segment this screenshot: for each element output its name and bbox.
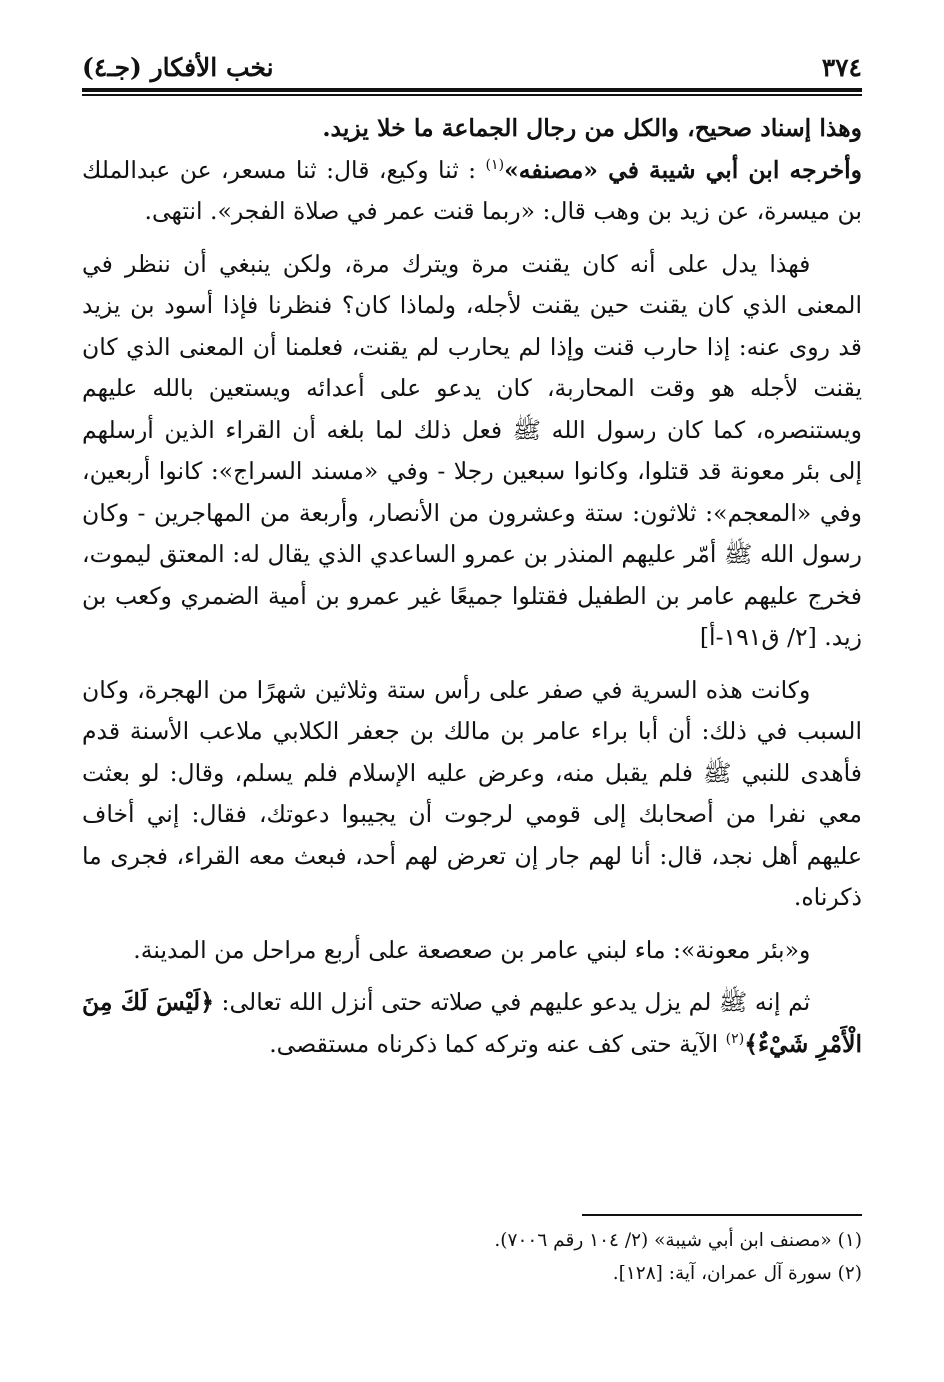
header-rule-thick [82,88,862,92]
main-text [82,108,862,1065]
footnote-2: (٢) سورة آل عمران، آية: [١٢٨]. [612,1263,862,1284]
paragraph-5: و«بئر معونة»: ماء لبني عامر بن صعصعة على أربع مراحل من المدينة. [133,935,811,964]
paragraph-2-lead: وأخرجه ابن أبي شيبة في «مصنفه» [504,155,862,184]
paragraph-6-lead: ثم إنه ﷺ لم يزل يدعو عليهم في صلاته حتى أنزل الله تعالى: [221,988,811,1016]
paragraph-6 [82,982,862,1065]
footnote-1: (١) «مصنف ابن أبي شيبة» (٢/ ١٠٤ رقم ٧٠٠٦). [494,1230,862,1251]
paragraph-2 [82,150,862,233]
footnote-ref-2: (٢) [725,1030,745,1047]
footnote-separator [582,1214,862,1216]
paragraph-1: وهذا إسناد صحيح، والكل من رجال الجماعة ما خلا يزيد. [322,114,862,142]
footnotes [82,1224,862,1290]
paragraph-6-text: الآية حتى كف عنه وتركه كما ذكرناه مستقصى. [269,1029,719,1058]
page-number: ٣٧٤ [821,53,862,82]
paragraph-3: فهذا يدل على أنه كان يقنت مرة ويترك مرة، ولكن ينبغي أن ننظر في المعنى الذي كان يقنت حين يقنت لأجله، ولماذا كان؟ فنظرنا فإذا أسود بن يزيد قد روى عنه: إذا حارب قنت وإذا لم يحارب لم يقنت، فعلمنا أن المعنى الذي كان يقنت لأجله هو وقت المحاربة، كان يدعو على أعدائه ويستعين بالله عليهم ويستنصره، كما كان رسول الله ﷺ فعل ذلك لما بلغه أن القراء الذين أرسلهم إلى بئر معونة قد قتلوا، وكانوا سبعين رجلا - وفي «مسند السراج»: كانوا أربعين، وفي «المعجم»: ثلاثون: ستة وعشرون من الأنصار، وأربعة من المهاجرين - وكان رسول الله ﷺ أمّر عليهم المنذر بن عمرو الساعدي الذي يقال له: المعتق ليموت، فخرج عليهم عامر بن الطفيل فقتلوا جميعًا غير عمرو بن أمية الضمري وكعب بن زيد. [٢/ ق١٩١-أ] [82,249,862,651]
paragraph-2-text: : ثنا وكيع، قال: ثنا مسعر، عن عبدالملك بن ميسرة، عن زيد بن وهب قال: «ربما قنت عمر في صلاة الفجر». انتهى. [82,155,862,225]
book-title: نخب الأفكار (جـ٤) [82,53,274,82]
paragraph-4: وكانت هذه السرية في صفر على رأس ستة وثلاثين شهرًا من الهجرة، وكان السبب في ذلك: أن أبا براء عامر بن مالك بن جعفر الكلابي ملاعب الأسنة قدم فأهدى للنبي ﷺ فلم يقبل منه، وعرض عليه الإسلام فلم يسلم، وقال: لو بعثت معي نفرا من أصحابك إلى قومي لرجوت أن يجيبوا دعوتك، فقال: إني أخاف عليهم أهل نجد، قال: أنا لهم جار إن تعرض لهم أحد، فبعث معه القراء، فجرى ما ذكرناه. [82,675,862,911]
running-header [82,46,862,82]
quran-verse: ﴿لَيْسَ لَكَ مِنَ الْأَمْرِ شَيْءٌ﴾ [82,988,862,1058]
footnote-ref-1: (١) [485,156,505,173]
header-rule-thin [82,94,862,96]
